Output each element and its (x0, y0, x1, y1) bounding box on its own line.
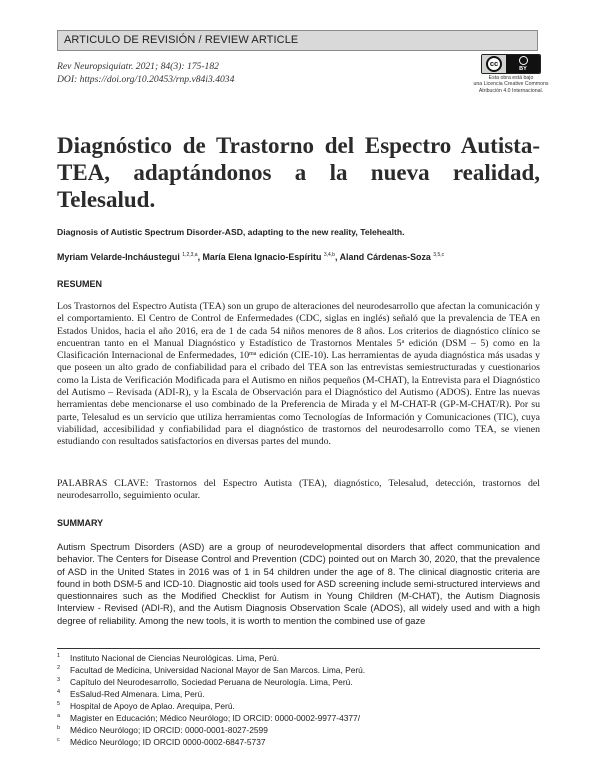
footnote-mark: 4 (57, 689, 61, 695)
footnote-text: Facultad de Medicina, Universidad Nacional Mayor de San Marcos. Lima, Perú. (70, 665, 366, 675)
footnote-text: Magister en Educación; Médico Neurólogo; ID ORCID: 0000-0002-9977-4377/ (70, 713, 361, 723)
footnote-text: Médico Neurólogo; ID ORCID: 0000-0001-8027-2599 (70, 725, 268, 735)
author-list (57, 252, 540, 262)
footnote-item (57, 664, 540, 676)
by-label: BY (519, 66, 527, 72)
journal-meta (57, 60, 357, 86)
resumen-part: edición (CIE-10). Las herramientas de ayuda diagnóstica más usadas y que poseen un alto grado de confiabilidad para el cribado del TEA son las entrevistas semiestructuradas y cuestionarios como la Lista de Verificación Modificada para el Autismo en niños pequeños (M-CHAT), la Entrevista para el Diagnóstico del Autismo – Revisada (ADI-R), y la Escala de Observación para el Diagnóstico del Autismo (ADOS). Entre las nuevas herramientas debe mencionarse el uso combinado de la Preferencia de Mirada y el M-CHAT-R (GP-M-CHAT/R). Por su parte, Telesalud es un servicio que utiliza herramientas como Tecnologías de Información y Comunicaciones (TIC), cuya viabilidad, accesibilidad y confiabilidad para el diagnóstico de trastornos del neurodesarrollo como TEA, se vienen estudiando con resultados satisfactorios en diversas partes del mundo. (57, 350, 540, 448)
license-line[interactable]: una Licencia Creative Commons (473, 81, 549, 88)
superscript: ma (249, 351, 257, 358)
footnote-text: Instituto Nacional de Ciencias Neurológicas. Lima, Perú. (70, 653, 280, 663)
summary-heading: SUMMARY (57, 518, 104, 528)
footnote-mark: 3 (57, 677, 61, 683)
author-name: María Elena Ignacio-Espíritu (202, 252, 322, 262)
author-name: Myriam Velarde-Incháustegui (57, 252, 180, 262)
footnote-item (57, 652, 540, 664)
footnote-divider (57, 648, 540, 649)
footnote-mark: 5 (57, 701, 61, 707)
doi-link[interactable]: DOI: https://doi.org/10.20453/rnp.v84i3.4034 (57, 74, 235, 85)
article-subtitle: Diagnosis of Autistic Spectrum Disorder-ASD, adapting to the new reality, Telehealth. (57, 227, 405, 237)
author-separator: , (334, 252, 340, 262)
license-block (463, 54, 559, 94)
journal-citation: Rev Neuropsiquiatr. 2021; 84(3): 175-182 (57, 61, 219, 72)
author-separator: , (197, 252, 203, 262)
license-text (463, 75, 559, 94)
resumen-text (57, 301, 540, 449)
footnote-mark: 2 (57, 665, 61, 671)
footnote-item (57, 712, 540, 724)
footnote-item (57, 688, 540, 700)
footnote-list (57, 652, 540, 748)
section-label: ARTICULO DE REVISIÓN / REVIEW ARTICLE (57, 30, 538, 51)
footnote-mark: 1 (57, 653, 61, 659)
article-title: Diagnóstico de Trastorno del Espectro Autista-TEA, adaptándonos a la nueva realidad, Telesalud. (57, 133, 540, 212)
footnote-mark: b (57, 725, 61, 731)
footnote-text: Capítulo del Neurodesarrollo, Sociedad Peruana de Neurología. Lima, Perú. (70, 677, 353, 687)
author-affiliation: 3,4,b (323, 252, 335, 258)
superscript: a (401, 338, 405, 345)
attribution-person-icon (519, 56, 528, 65)
footnote-item (57, 700, 540, 712)
footnote-text: EsSalud-Red Almenara. Lima, Perú. (70, 689, 205, 699)
footnote-text: Médico Neurólogo; ID ORCID 0000-0002-6847-5737 (70, 737, 266, 747)
license-line: Atribución 4.0 Internacional. (478, 87, 544, 94)
author-affiliation: 1,2,3,a (182, 252, 198, 258)
author-name: Aland Cárdenas-Soza (339, 252, 431, 262)
footnote-item (57, 676, 540, 688)
keywords-es: PALABRAS CLAVE: Trastornos del Espectro Autista (TEA), diagnóstico, Telesalud, detección, trastornos del neurodesarrollo, seguimiento ocular. (57, 478, 540, 502)
summary-text: Autism Spectrum Disorders (ASD) are a group of neurodevelopmental disorders that affect communication and behavior. The Centers for Disease Control and Prevention (CDC) pointed out on March 30, 2020, that the prevalence of ASD in the United States in 2016 was of 1 in 54 children under the age of 8. The clinical diagnostic criteria are found in both DSM-5 and ICD-10. Diagnostic aid tools used for ASD screening include semi-structured interviews and questionnaires such as the Modified Checklist for Autism in Young Children (M-CHAT), the Autism Diagnosis Interview - Revised (ADI-R), and the Autism Diagnosis Observation Scale (ADOS), all widely used and with a high degree of reliability. Among the new tools, it is worth to mention the combined use of gaze (57, 542, 540, 626)
resumen-part: edición (DSM – 5) como en la Clasificación Internacional de Enfermedades, 10 (57, 337, 540, 362)
resumen-part: Los Trastornos del Espectro Autista (TEA) son un grupo de alteraciones del neurodesarrollo que afectan la comunicación y el comportamiento. El Centro de Control de Enfermedades (CDC, siglas en inglés) señaló que la prevalencia de TEA en Estados Unidos, hacia el año 2016, era de 1 de cada 54 niños menores de 8 años. Los criterios de diagnóstico clínico se encuentran tanto en el Manual Diagnóstico y Estadístico de Trastornos Mentales 5 (57, 301, 540, 349)
footnote-item (57, 736, 540, 748)
footnote-item (57, 724, 540, 736)
footnote-mark: c (57, 737, 60, 743)
footnote-mark: a (57, 713, 61, 719)
author-affiliation: 3,5,c (433, 252, 445, 258)
creative-commons-by-icon[interactable] (481, 54, 541, 74)
license-line: Esta obra está bajo (488, 75, 534, 81)
cc-icon: cc (486, 56, 502, 72)
footnote-text: Hospital de Apoyo de Aplao. Arequipa, Perú. (70, 701, 235, 711)
resumen-heading: RESUMEN (57, 279, 103, 289)
